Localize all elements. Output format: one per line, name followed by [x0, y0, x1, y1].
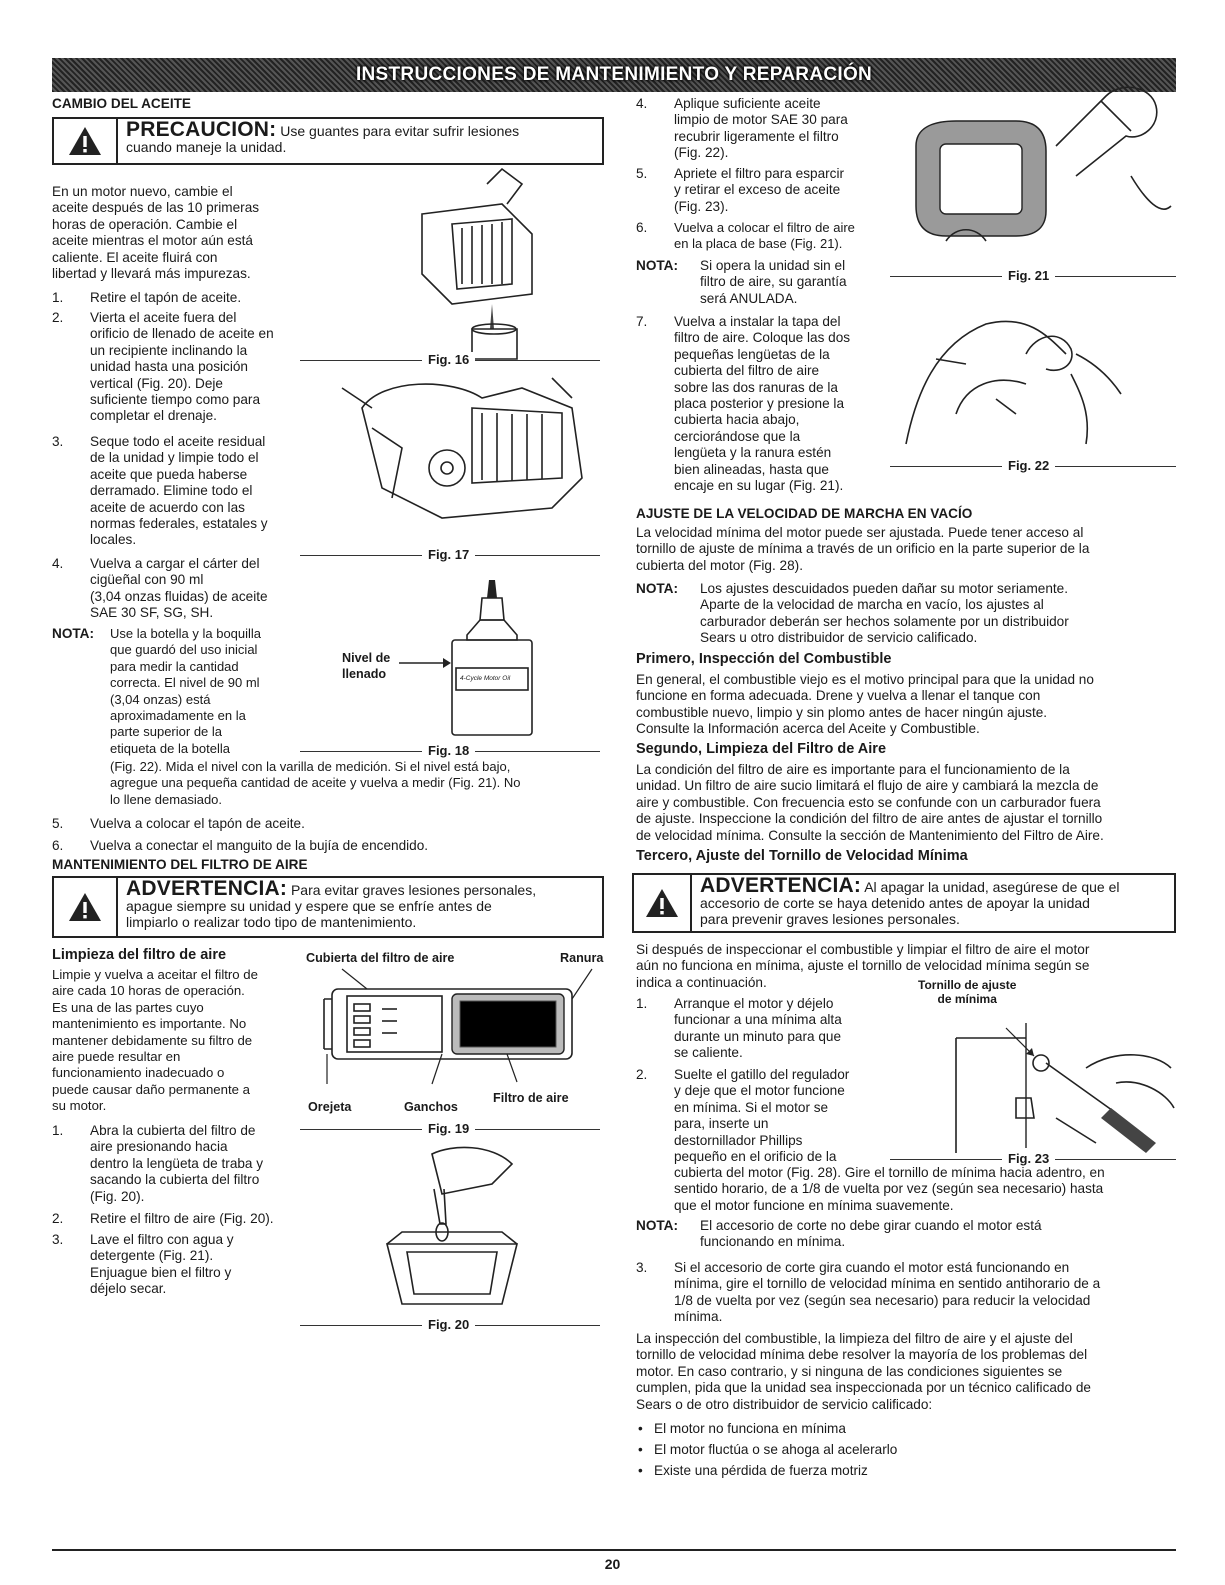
text-line: 1/8 de vuelta por vez (según sea necesario) para reducir la velocidad — [674, 1292, 1091, 1308]
text-line: y retirar el exceso de aceite — [674, 182, 841, 198]
fill-level-callout — [342, 650, 390, 683]
fig21-filter-oiling-illustration — [906, 66, 1176, 276]
warning-label: ADVERTENCIA: — [126, 877, 288, 900]
warning-text-2: apague siempre su unidad y espere que se enfríe antes de — [126, 898, 492, 914]
text-line: La condición del filtro de aire es importante para el funcionamiento de la — [636, 762, 1070, 777]
warning-text-1: Para evitar graves lesiones personales, — [290, 882, 537, 898]
callout-line: de mínima — [937, 992, 997, 1006]
fig19-caption: Fig. 19 — [422, 1121, 475, 1137]
step-number: 2. — [52, 1211, 64, 1226]
precaution-text-2: cuando maneje la unidad. — [126, 139, 287, 155]
filter-cleaning-heading: Limpieza del filtro de aire — [52, 947, 227, 963]
note-label: NOTA: — [52, 626, 95, 641]
text-line: sacando la cubierta del filtro — [90, 1172, 260, 1188]
text-line: en la placa de base (Fig. 21). — [674, 236, 843, 252]
note-label: NOTA: — [636, 258, 679, 273]
text-line: carburador deberán ser hechos solamente por un distribuidor — [700, 613, 1069, 629]
warning-text-1: Al apagar la unidad, asegúrese de que el — [864, 879, 1120, 895]
fig20-wash-illustration — [372, 1144, 532, 1314]
footer-rule — [52, 1549, 1176, 1551]
text-line: Vuelva a conectar el manguito de la bujía de encendido. — [90, 838, 429, 853]
precaution-text-1: Use guantes para evitar sufrir lesiones — [280, 123, 520, 139]
list-item: • Existe una pérdida de fuerza motriz — [654, 1460, 1174, 1481]
warning-text-2: accesorio de corte se haya detenido antes de apoyar la unidad — [700, 895, 1090, 911]
text-line: Use la botella y la boquilla — [110, 626, 262, 641]
text-line: Lave el filtro con agua y — [90, 1232, 234, 1247]
text-line: cubierta del motor (Fig. 28). — [636, 557, 803, 573]
step-number: 4. — [52, 556, 64, 571]
text-line: Consulte la Información acerca del Aceite y Combustible. — [636, 721, 980, 737]
text-line: En un motor nuevo, cambie el — [52, 184, 233, 199]
text-line: placa posterior y presione la — [674, 396, 845, 412]
text-line: cubierta hacia abajo, — [674, 412, 800, 428]
text-line: motor. En caso contrario, y si ninguna de las condiciones siguientes se — [636, 1363, 1063, 1379]
idle-adjust-intro — [636, 942, 1176, 991]
idle-speed-heading: AJUSTE DE LA VELOCIDAD DE MARCHA EN VACÍO — [636, 506, 973, 521]
warning-triangle-icon — [54, 119, 118, 163]
text-line: mantener debidamente su filtro de — [52, 1032, 253, 1048]
text-line: Suelte el gatillo del regulador — [674, 1067, 850, 1082]
text-line: para, inserte un — [674, 1116, 769, 1132]
text-line: completar el drenaje. — [90, 408, 217, 424]
text-line: aproximadamente en la — [110, 708, 246, 724]
text-line: encaje en su lugar (Fig. 21). — [674, 478, 844, 494]
callout-line: Nivel de — [342, 651, 391, 665]
text-line: (3,04 onzas fluidas) de aceite — [90, 588, 268, 604]
page-number: 20 — [604, 1556, 621, 1572]
step-number: 1. — [636, 996, 648, 1011]
text-line: puede causar daño permanente a — [52, 1081, 250, 1097]
text-line: mínima, gire el tornillo de velocidad mínima en sentido antihorario de a — [674, 1276, 1101, 1292]
text-line: en mínima. Si el motor se — [674, 1099, 829, 1115]
text-line: SAE 30 SF, SG, SH. — [90, 605, 214, 621]
text-line: mínima. — [674, 1309, 723, 1325]
precaution-box — [52, 117, 604, 165]
text-line: detergente (Fig. 21). — [90, 1248, 214, 1264]
text-line: libertad y llevará más impurezas. — [52, 266, 251, 282]
text-line: vertical (Fig. 20). Deje — [90, 375, 223, 391]
cover-callout: Cubierta del filtro de aire — [306, 951, 455, 965]
text-line: aire y combustible. Con frecuencia esto se confunde con un carburador fuera — [636, 794, 1101, 810]
warning-box-idle — [632, 873, 1176, 933]
text-line: horas de operación. Cambie el — [52, 216, 238, 232]
text-line: (Fig. 22). Mida el nivel con la varilla de medición. Si el nivel está bajo, — [110, 759, 511, 774]
text-line: La inspección del combustible, la limpieza del filtro de aire y el ajuste del — [636, 1331, 1073, 1346]
banner-title: INSTRUCCIONES DE MANTENIMIENTO Y REPARACIÓN — [355, 64, 873, 85]
text-line: Si después de inspeccionar el combustible y limpiar el filtro de aire el motor — [636, 942, 1090, 957]
text-line: funcione en forma adecuada. Drene y vuelva a llenar el tanque con — [636, 688, 1041, 704]
idle-screw-callout — [918, 978, 1016, 1006]
text-line: cubierta del filtro de aire — [674, 363, 820, 379]
text-line: funcionando en mínima. — [700, 1234, 846, 1250]
text-line: Aparte de la velocidad de marcha en vacío, los ajustes al — [700, 597, 1044, 613]
text-line: unidad hasta una posición — [90, 359, 248, 375]
text-line: aún no funciona en mínima, ajuste el tornillo de velocidad mínima según se — [636, 958, 1090, 974]
text-line: Vuelva a cargar el cárter del — [90, 556, 260, 571]
text-line: lo llene demasiado. — [110, 791, 223, 807]
text-line: funcionar a una mínima alta — [674, 1012, 842, 1028]
precaution-label: PRECAUCION: — [126, 118, 277, 141]
text-line: Sears o de otro distribuidor de servicio calificado: — [636, 1396, 933, 1412]
text-line: recubrir ligeramente el filtro — [674, 128, 839, 144]
text-line: para medir la cantidad — [110, 658, 239, 674]
warning-triangle-icon — [54, 878, 118, 936]
text-line: caliente. El aceite fluirá con — [52, 249, 218, 265]
text-line: Enjuague bien el filtro y — [90, 1264, 232, 1280]
fig18-caption: Fig. 18 — [422, 743, 475, 759]
note-label: NOTA: — [636, 1218, 679, 1233]
step-number: 7. — [636, 314, 648, 329]
text-line: Seque todo el aceite residual — [90, 434, 266, 449]
step-number: 3. — [636, 1260, 648, 1275]
step-number: 4. — [636, 96, 648, 111]
filter-cleaning-intro — [52, 967, 302, 1115]
text-line: y deje que el motor funcione — [674, 1083, 845, 1099]
warning-label: ADVERTENCIA: — [700, 874, 862, 897]
text-line: sobre las dos ranuras de la — [674, 379, 838, 395]
text-line: limpio de motor SAE 30 para — [674, 112, 848, 128]
step-number: 6. — [52, 838, 64, 853]
text-line: Retire el filtro de aire (Fig. 20). — [90, 1211, 274, 1226]
text-line: Arranque el motor y déjelo — [674, 996, 834, 1011]
warranty-note — [636, 258, 896, 314]
text-line: Vuelva a instalar la tapa del — [674, 314, 841, 329]
filter-maintenance-heading: MANTENIMIENTO DEL FILTRO DE AIRE — [52, 857, 308, 872]
text-line: cubierta del motor (Fig. 28). Gire el tornillo de mínima hacia adentro, en — [674, 1165, 1105, 1180]
fig22-caption: Fig. 22 — [1002, 458, 1055, 474]
text-line: agregue una pequeña cantidad de aceite y vuelva a medir (Fig. 21). No — [110, 775, 521, 791]
list-item: • El motor no funciona en mínima — [654, 1418, 1174, 1439]
tab-callout: Orejeta — [308, 1100, 352, 1114]
text-line: tornillo de ajuste de mínima a través de un orificio en la parte superior de la — [636, 541, 1090, 557]
fig20-caption: Fig. 20 — [422, 1317, 475, 1333]
warning-box-filter — [52, 876, 604, 938]
text-line: Si opera la unidad sin el — [700, 258, 846, 273]
text-line: correcta. El nivel de 90 ml — [110, 675, 260, 691]
text-line: filtro de aire, su garantía — [700, 274, 847, 290]
symptom-list — [654, 1418, 1174, 1481]
text-line: Abra la cubierta del filtro de — [90, 1123, 256, 1138]
oil-change-heading: CAMBIO DEL ACEITE — [52, 96, 191, 111]
step-number: 5. — [636, 166, 648, 181]
text-line: será ANULADA. — [700, 290, 798, 306]
text-line: aire cada 10 horas de operación. — [52, 983, 245, 999]
text-line: cumplen, pida que la unidad sea inspeccionada por un técnico calificado de — [636, 1380, 1091, 1396]
text-line: aire presionando hacia — [90, 1139, 228, 1155]
oil-intro — [52, 184, 312, 282]
text-line: aceite de acuerdo con las — [90, 499, 245, 515]
idle-screw-heading: Tercero, Ajuste del Tornillo de Velocidad Mínima — [636, 848, 968, 864]
step-number: 3. — [52, 1232, 64, 1247]
text-line: El accesorio de corte no debe girar cuando el motor está — [700, 1218, 1042, 1233]
text-line: derramado. Elimine todo el — [90, 483, 253, 499]
fig17-illustration — [322, 368, 602, 548]
fig22-cover-tabs-illustration — [896, 294, 1146, 459]
text-line: de ajuste. Inspeccione la condición del filtro de aire antes de ajustar el tornillo — [636, 811, 1103, 827]
list-item: • El motor fluctúa o se ahoga al acelerarlo — [654, 1439, 1174, 1460]
text-line: un recipiente inclinando la — [90, 342, 248, 358]
warning-text-3: limpiarlo o realizar todo tipo de mantenimiento. — [126, 914, 417, 930]
text-line: de velocidad mínima. Consulte la sección de Mantenimiento del Filtro de Aire. — [636, 827, 1104, 843]
text-line: (Fig. 23). — [674, 198, 729, 214]
text-line: que el motor funcione en mínima suavemente. — [674, 1197, 954, 1213]
text-line: locales. — [90, 532, 137, 548]
warning-triangle-icon — [634, 875, 692, 931]
text-line: suficiente tiempo como para — [90, 392, 261, 408]
text-line: su motor. — [52, 1098, 107, 1114]
callout-line: Tornillo de ajuste — [918, 978, 1017, 992]
idle-intro — [636, 525, 1176, 574]
step-number: 6. — [636, 220, 648, 235]
fig16-caption: Fig. 16 — [422, 352, 475, 368]
text-line: parte superior de la — [110, 724, 223, 740]
text-line: Es una de las partes cuyo — [52, 999, 204, 1015]
adjust-continued — [674, 1165, 1176, 1214]
text-line: unidad. Un filtro de aire sucio limitará el flujo de aire y cambiará la mezcla de — [636, 778, 1099, 794]
step-number: 1. — [52, 1123, 64, 1138]
fig23-caption: Fig. 23 — [1002, 1151, 1055, 1167]
text-line: de la unidad y limpie todo el — [90, 450, 259, 466]
fig16-illustration — [392, 164, 562, 364]
text-line: etiqueta de la botella — [110, 740, 230, 756]
step-number: 3. — [52, 434, 64, 449]
idle-note — [636, 581, 1176, 647]
text-line: déjelo secar. — [90, 1281, 167, 1297]
oil-note-continued — [110, 759, 600, 808]
text-line: tornillo de velocidad mínima debe resolver la mayoría de los problemas del — [636, 1347, 1088, 1363]
text-line: mantenimiento es importante. No — [52, 1016, 247, 1032]
slot-callout: Ranura — [560, 951, 604, 965]
fig19-filter-cover-illustration — [302, 964, 600, 1094]
text-line: Aplique suficiente aceite — [674, 96, 821, 111]
text-line: (Fig. 22). — [674, 145, 729, 161]
hooks-callout: Ganchos — [404, 1100, 458, 1114]
text-line: Sears u otro distribuidor de servicio calificado. — [700, 630, 978, 646]
fuel-inspection-text — [636, 672, 1176, 738]
text-line: Vierta el aceite fuera del — [90, 310, 237, 325]
text-line: Los ajustes descuidados pueden dañar su motor seriamente. — [700, 581, 1069, 596]
text-line: durante un minuto para que — [674, 1028, 842, 1044]
note-label: NOTA: — [636, 581, 679, 596]
text-line: destornillador Phillips — [674, 1132, 803, 1148]
text-line: aceite que pueda haberse — [90, 466, 248, 482]
text-line: aceite mientras el motor aún está — [52, 233, 253, 249]
text-line: Apriete el filtro para esparcir — [674, 166, 844, 181]
cutting-note — [636, 1218, 1176, 1254]
text-line: filtro de aire. Coloque las dos — [674, 330, 851, 346]
text-line: bien alineadas, hasta que — [674, 461, 829, 477]
text-line: dentro la lengüeta de traba y — [90, 1155, 264, 1171]
step-number: 2. — [636, 1067, 648, 1082]
step-number: 1. — [52, 290, 64, 305]
text-line: (3,04 onzas) está — [110, 691, 211, 707]
filter-cleaning-heading-2: Segundo, Limpieza del Filtro de Aire — [636, 741, 887, 757]
text-line: Limpie y vuelva a aceitar el filtro de — [52, 967, 258, 982]
text-line: La velocidad mínima del motor puede ser ajustada. Puede tener acceso al — [636, 525, 1084, 540]
text-line: pequeñas lengüetas de la — [674, 346, 830, 362]
warning-text-3: para prevenir graves lesiones personales. — [700, 911, 960, 927]
fig21-caption: Fig. 21 — [1002, 268, 1055, 284]
text-line: se caliente. — [674, 1045, 743, 1061]
text-line: Vuelva a colocar el filtro de aire — [674, 220, 855, 235]
text-line: aceite después de las 10 primeras — [52, 200, 260, 216]
text-line: (Fig. 20). — [90, 1188, 145, 1204]
text-line: Si el accesorio de corte gira cuando el motor está funcionando en — [674, 1260, 1070, 1275]
text-line: indica a continuación. — [636, 974, 767, 990]
air-filter-callout: Filtro de aire — [493, 1091, 569, 1105]
text-line: funcionamiento inadecuado o — [52, 1065, 225, 1081]
text-line: aire puede resultar en — [52, 1049, 181, 1065]
fig18-bottle-illustration — [442, 580, 542, 740]
text-line: cigüeñal con 90 ml — [90, 572, 204, 588]
summary-text — [636, 1331, 1176, 1413]
step-number: 2. — [52, 310, 64, 325]
fuel-inspection-heading: Primero, Inspección del Combustible — [636, 651, 892, 667]
text-line: cerciorándose que la — [674, 428, 801, 444]
text-line: Vuelva a colocar el tapón de aceite. — [90, 816, 305, 831]
fig23-idle-screw-illustration — [916, 1008, 1176, 1158]
text-line: sentido horario, de a 1/8 de vuelta por vez (según sea necesario) hasta — [674, 1181, 1104, 1197]
text-line: normas federales, estatales y — [90, 516, 268, 532]
step-number: 5. — [52, 816, 64, 831]
fig17-caption: Fig. 17 — [422, 547, 475, 563]
text-line: Retire el tapón de aceite. — [90, 290, 242, 305]
text-line: combustible nuevo, limpio y sin plomo antes de hacer ningún ajuste. — [636, 704, 1048, 720]
text-line: pequeño en el orificio de la — [674, 1149, 837, 1165]
text-line: orificio de llenado de aceite en — [90, 326, 274, 342]
text-line: que guardó del uso inicial — [110, 642, 258, 658]
arrow-right-icon — [399, 656, 451, 670]
filter-cleaning-text — [636, 762, 1176, 844]
text-line: lengüeta y la ranura estén — [674, 445, 832, 461]
bottle-label: 4-Cycle Motor Oil — [460, 675, 511, 682]
callout-line: llenado — [342, 667, 387, 682]
text-line: En general, el combustible viejo es el motivo principal para que la unidad no — [636, 672, 1094, 687]
